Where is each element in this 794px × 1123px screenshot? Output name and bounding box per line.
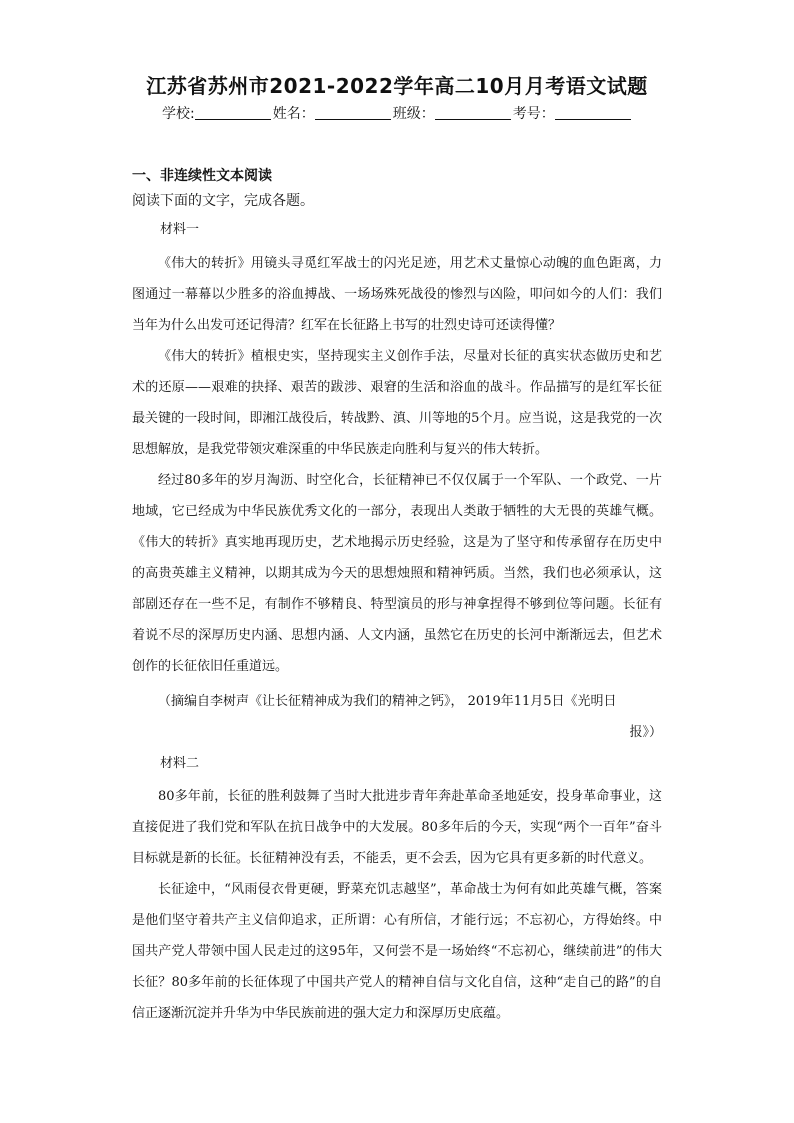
material1-paragraph: 《伟大的转折》用镜头寻觅红军战士的闪光足迹，用艺术丈量惊心动魄的血色距离，力图通过一幕幕以少胜多的浴血搏战、一场场殊死战役的惨烈与凶险，叩问如今的人们：我们当年为什么出发可还记得清？红军在长征路上书写的壮烈史诗可还读得懂？ — [132, 256, 662, 333]
student-info-line — [162, 103, 633, 123]
material2-paragraph: 80多年前，长征的胜利鼓舞了当时大批进步青年奔赴革命圣地延安，投身革命事业，这直接促进了我们党和军队在抗日战争中的大发展。80多年后的今天，实现“两个一百年”奋斗目标就是新的长征。长征精神没有丢，不能丢，更不会丢，因为它具有更多新的时代意义。 — [132, 789, 662, 866]
material1-paragraph: 《伟大的转折》植根史实，坚持现实主义创作手法，尽量对长征的真实状态做历史和艺术的还原——艰难的抉择、艰苦的跋涉、艰窘的生活和浴血的战斗。作品描写的是红军长征最关键的一段时间，即湘江战役后，转战黔、滇、川等地的5个月。应当说，这是我党的一次思想解放，是我党带领灾难深重的中华民族走向胜利与复兴的伟大转折。 — [132, 349, 662, 457]
material2-label: 材料二 — [160, 756, 200, 771]
section-instruction: 阅读下面的文字，完成各题。 — [132, 193, 314, 209]
school-blank — [195, 105, 271, 120]
name-label: 姓名： — [272, 106, 315, 122]
exam-no-blank — [555, 105, 631, 120]
exam-no-label: 考号： — [512, 106, 555, 122]
source-citation-end: 报》） — [629, 725, 662, 740]
material1-label: 材料一 — [160, 222, 200, 237]
page-title: 江苏省苏州市2021-2022学年高二10月月考语文试题 — [146, 74, 648, 98]
class-label: 班级： — [392, 106, 435, 122]
section-heading: 一、非连续性文本阅读 — [132, 168, 272, 184]
material1-paragraph: 经过80多年的岁月淘沥、时空化合，长征精神已不仅仅属于一个军队、一个政党、一片地域，它已经成为中华民族优秀文化的一部分，表现出人类敢于牺牲的大无畏的英雄气概。《伟大的转折》真实地再现历史，艺术地揭示历史经验，这是为了坚守和传承留存在历史中的高贵英雄主义精神，以期其成为今天的思想烛照和精神钙质。当然，我们也必须承认，这部剧还存在一些不足，有制作不够精良、特型演员的形与神拿捏得不够到位等问题。长征有着说不尽的深厚历史内涵、思想内涵、人文内涵，虽然它在历史的长河中渐渐远去，但艺术创作的长征依旧任重道远。 — [132, 473, 662, 674]
name-blank — [315, 105, 391, 120]
material2-body — [132, 781, 662, 1029]
class-blank — [435, 105, 511, 120]
material1-body — [132, 248, 662, 682]
material1-source — [132, 686, 662, 748]
school-label: 学校: — [162, 106, 195, 122]
material2-paragraph: 长征途中，“风雨侵衣骨更硬，野菜充饥志越坚”，革命战士为何有如此英雄气概，答案是他们坚守着共产主义信仰追求，正所谓：心有所信，才能行远；不忘初心，方得始终。中国共产党人带领中国人民走过的这95年，又何尝不是一场始终“不忘初心，继续前进”的伟大长征？80多年前的长征体现了中国共产党人的精神自信与文化自信，这种“走自己的路”的自信正逐渐沉淀并升华为中华民族前进的强大定力和深厚历史底蕴。 — [132, 882, 662, 1021]
source-citation: （摘编自李树声《让长征精神成为我们的精神之钙》， 2019年11月5日《光明日 — [158, 694, 617, 709]
